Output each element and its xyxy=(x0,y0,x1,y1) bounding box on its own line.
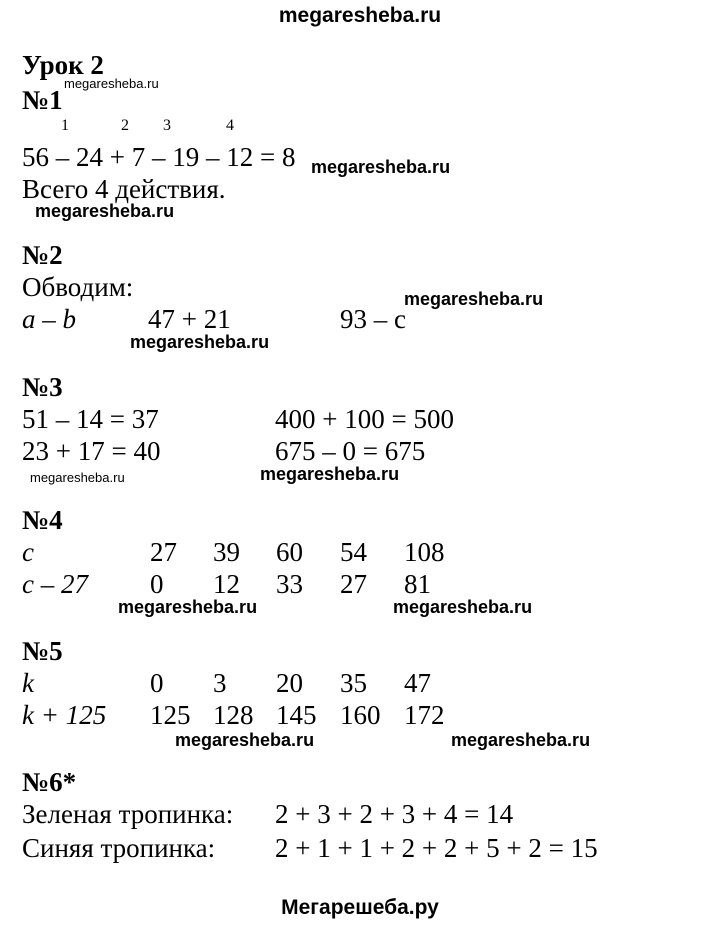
task-2-item: 93 – c xyxy=(340,304,406,334)
task-5-value: 172 xyxy=(404,700,445,730)
task-4-value: 27 xyxy=(150,537,177,567)
task-4-value: 12 xyxy=(213,569,240,599)
watermark: megaresheba.ru xyxy=(64,76,159,91)
task-2-item: 47 + 21 xyxy=(148,304,231,334)
order-mark: 2 xyxy=(121,117,129,134)
task-3-equation: 400 + 100 = 500 xyxy=(275,404,454,434)
task-6-path-sum: 2 + 3 + 2 + 3 + 4 = 14 xyxy=(275,799,514,829)
order-mark: 3 xyxy=(163,117,171,134)
task-4-row-label: c – 27 xyxy=(22,569,88,599)
task-4-value: 0 xyxy=(150,569,164,599)
watermark: megaresheba.ru xyxy=(311,157,451,177)
task-6-path-label: Синяя тропинка: xyxy=(22,833,216,863)
task-4-value: 108 xyxy=(404,537,445,567)
task-1-expression: 56 – 24 + 7 – 19 – 12 = 8 xyxy=(22,142,296,172)
task-1-note: Всего 4 действия. xyxy=(22,174,226,204)
task-6-path-sum: 2 + 1 + 1 + 2 + 2 + 5 + 2 = 15 xyxy=(275,833,598,863)
order-mark: 1 xyxy=(61,117,69,134)
task-5-value: 160 xyxy=(340,700,381,730)
task-4-value: 60 xyxy=(276,537,303,567)
task-5-value: 20 xyxy=(276,668,303,698)
task-4-value: 33 xyxy=(276,569,303,599)
task-1-header: №1 xyxy=(22,85,63,115)
task-5-row-label: k xyxy=(22,668,34,698)
task-4-value: 54 xyxy=(340,537,367,567)
task-2-item: a – b xyxy=(22,304,76,334)
watermark: megaresheba.ru xyxy=(130,332,270,352)
site-title-top: megaresheba.ru xyxy=(278,4,442,27)
task-5-value: 145 xyxy=(276,700,317,730)
task-4-value: 39 xyxy=(213,537,240,567)
task-4-row-label: c xyxy=(22,537,34,567)
task-5-value: 125 xyxy=(150,700,191,730)
watermark: megaresheba.ru xyxy=(118,597,258,617)
task-4-header: №4 xyxy=(22,505,63,535)
watermark: megaresheba.ru xyxy=(451,730,591,750)
task-3-equation: 51 – 14 = 37 xyxy=(22,404,159,434)
watermark: megaresheba.ru xyxy=(393,597,533,617)
site-title-bottom: Мегарешеба.ру xyxy=(281,896,439,919)
watermark: megaresheba.ru xyxy=(260,464,400,484)
task-6-header: №6* xyxy=(22,767,77,797)
task-3-equation: 23 + 17 = 40 xyxy=(22,436,161,466)
task-4-value: 81 xyxy=(404,569,431,599)
task-4-value: 27 xyxy=(340,569,367,599)
task-5-value: 128 xyxy=(213,700,254,730)
watermark: megaresheba.ru xyxy=(404,289,544,309)
task-5-header: №5 xyxy=(22,636,63,666)
task-5-value: 3 xyxy=(213,668,227,698)
task-5-row-label: k + 125 xyxy=(22,700,107,730)
order-mark: 4 xyxy=(226,117,234,134)
watermark: megaresheba.ru xyxy=(175,730,315,750)
task-2-label: Обводим: xyxy=(22,272,134,302)
task-3-header: №3 xyxy=(22,372,63,402)
task-5-value: 35 xyxy=(340,668,367,698)
task-3-equation: 675 – 0 = 675 xyxy=(275,436,426,466)
task-5-value: 0 xyxy=(150,668,164,698)
task-2-header: №2 xyxy=(22,240,63,270)
task-5-value: 47 xyxy=(404,668,431,698)
watermark: megaresheba.ru xyxy=(35,201,175,221)
watermark: megaresheba.ru xyxy=(30,470,125,485)
task-6-path-label: Зеленая тропинка: xyxy=(22,799,234,829)
lesson-title: Урок 2 xyxy=(22,50,104,80)
